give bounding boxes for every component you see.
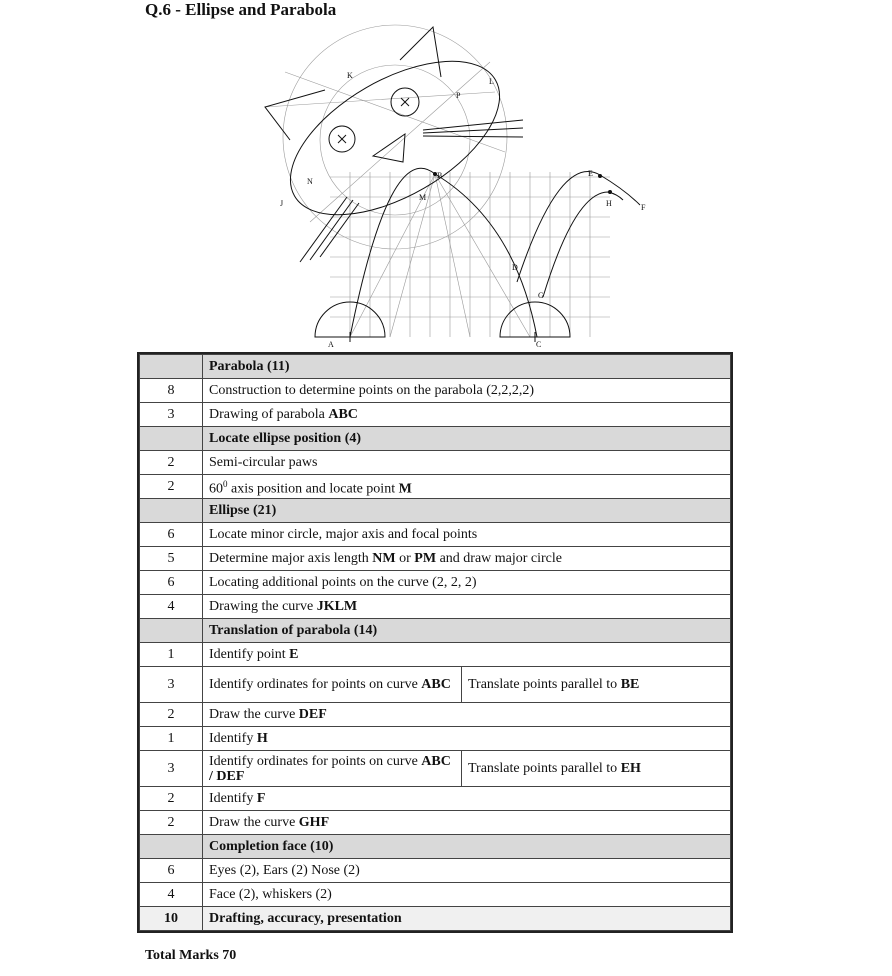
table-row: 2 Draw the curve GHF (140, 811, 731, 835)
table-row: 6 Locating additional points on the curve (2, 2, 2) (140, 571, 731, 595)
page-title: Q.6 - Ellipse and Parabola (145, 0, 337, 19)
section-header: Parabola (11) (140, 355, 731, 379)
label-l: L (489, 77, 494, 86)
table-row: 6 Locate minor circle, major axis and focal points (140, 523, 731, 547)
label-m: M (419, 193, 427, 202)
section-header: Completion face (10) (140, 835, 731, 859)
table-row: 1 Identify H (140, 727, 731, 751)
label-d: D (512, 263, 518, 272)
table-row: 2 Draw the curve DEF (140, 703, 731, 727)
drawing-svg (255, 22, 646, 350)
table-row: 3 Identify ordinates for points on curve ABC Translate points parallel to BE (140, 667, 731, 703)
label-f: F (641, 203, 646, 212)
head-ellipse (266, 30, 525, 246)
table-row: 3 Identify ordinates for points on curve ABC / DEF Translate points parallel to EH (140, 751, 731, 787)
table-row: 2 Semi-circular paws (140, 451, 731, 475)
table-row: 4 Face (2), whiskers (2) (140, 883, 731, 907)
cat-construction-drawing (255, 22, 646, 350)
right-paw (500, 302, 570, 337)
table-row: 8 Construction to determine points on the parabola (2,2,2,2) (140, 379, 731, 403)
label-j: J (280, 199, 284, 208)
section-header: Translation of parabola (14) (140, 619, 731, 643)
final-row: 10 Drafting, accuracy, presentation (140, 907, 731, 931)
label-e: E (588, 169, 593, 178)
section-header: Ellipse (21) (140, 499, 731, 523)
table-row: 2 Identify F (140, 787, 731, 811)
table-row: 2 $60^0$ axis position and locate point M (140, 475, 731, 499)
label-p: P (456, 91, 461, 100)
label-k: K (347, 71, 353, 80)
table-row: 1 Identify point E (140, 643, 731, 667)
label-c: C (536, 340, 542, 349)
total-marks: Total Marks 70 (145, 948, 237, 963)
label-n: N (307, 177, 313, 186)
label-h: H (606, 199, 612, 208)
tail-curve-def (517, 172, 640, 282)
table-row: 4 Drawing the curve JKLM (140, 595, 731, 619)
table-row: 5 Determine major axis length NM or PM and draw major circle (140, 547, 731, 571)
parabola-abc (350, 168, 537, 337)
label-a: A (328, 340, 334, 349)
label-b: B (437, 171, 443, 180)
table-row: 6 Eyes (2), Ears (2) Nose (2) (140, 859, 731, 883)
label-g: G (538, 291, 544, 300)
section-header: Locate ellipse position (4) (140, 427, 731, 451)
table-row: 3 Drawing of parabola ABC (140, 403, 731, 427)
nose (373, 134, 405, 162)
marking-scheme-table (137, 352, 733, 933)
